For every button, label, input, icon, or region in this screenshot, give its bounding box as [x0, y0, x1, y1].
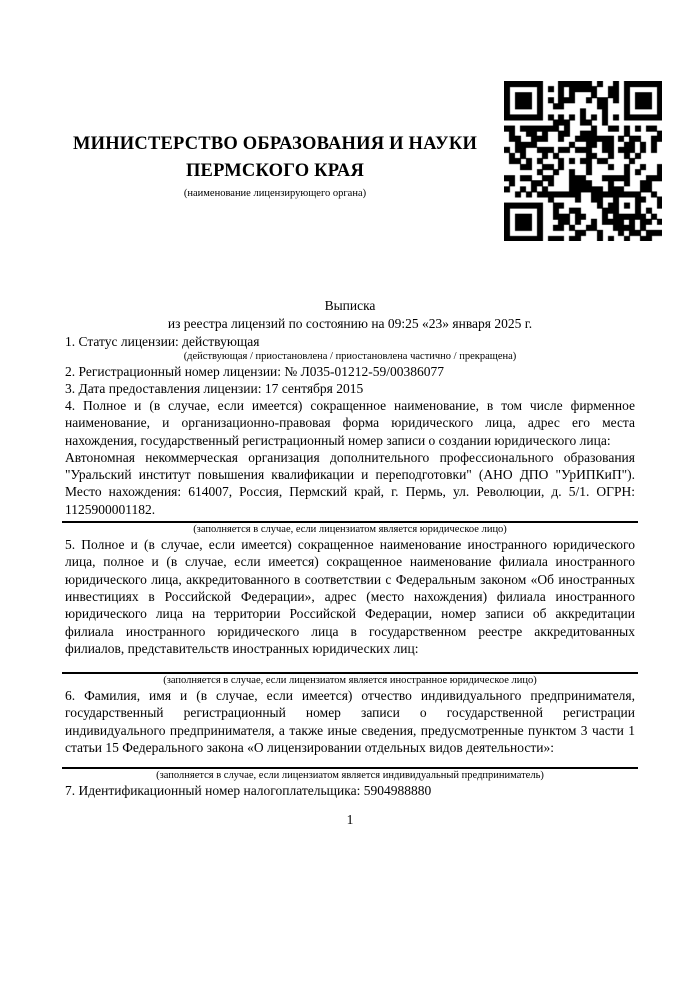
ministry-name-line1: МИНИСТЕРСТВО ОБРАЗОВАНИЯ И НАУКИ [72, 134, 478, 154]
document-title-line1: Выписка [324, 298, 376, 313]
item-1-license-status: 1. Статус лицензии: действующая [65, 334, 260, 349]
document-title [65, 297, 635, 333]
item-6-caption: (заполняется в случае, если лицензиатом является индивидуальный предприниматель) [156, 770, 544, 782]
item-4-legal-entity-label: 4. Полное и (в случае, если имеется) сокращенное наименование, в том числе фирменное наименование, и организационно-правовая форма юридического лица, адрес его места нахождения, государственный регистрационный номер записи о создании юридического лица: [65, 398, 635, 448]
ministry-name-line2: ПЕРМСКОГО КРАЯ [185, 160, 365, 181]
item-2-registration-number: 2. Регистрационный номер лицензии: № Л035-01212-59/00386077 [65, 364, 445, 379]
document-title-line2: из реестра лицензий по состоянию на 09:25 «23» января 2025 г. [167, 316, 533, 331]
licensing-authority-caption: (наименование лицензирующего органа) [183, 188, 367, 199]
item-5-foreign-entity-label: 5. Полное и (в случае, если имеется) сокращенное наименование иностранного юридического лица, полное и (в случае, если имеется) сокращенное наименование филиала иностранного юридического лица, аккредитованного в соответствии с Федеральным законом «Об иностранных инвестициях в Российской Федерации», адрес (место нахождения) филиала иностранного юридического лица на территории Российской Федерации, номер записи об аккредитации филиала иностранного юридического лица в государственном реестре аккредитованных филиалов, представительств иностранных юридических лиц: [65, 537, 635, 656]
item-5-caption: (заполняется в случае, если лицензиатом является иностранное юридическое лицо) [163, 675, 537, 687]
page-number: 1 [346, 812, 354, 828]
item-1-status-options-caption: (действующая / приостановлена / приостановлена частично / прекращена) [183, 351, 517, 362]
item-7-taxpayer-id: 7. Идентификационный номер налогоплательщика: 5904988880 [65, 783, 432, 799]
item-3-license-grant-date: 3. Дата предоставления лицензии: 17 сентября 2015 [65, 381, 364, 396]
item-6-individual-entrepreneur-label: 6. Фамилия, имя и (в случае, если имеется) отчество индивидуального предпринимателя, государственный регистрационный номер записи о государственной регистрации индивидуального предпринимателя, а также иные сведения, предусмотренные пунктом 3 части 1 статьи 15 Федерального закона «О лицензировании отдельных видов деятельности»: [65, 688, 635, 756]
item-4-caption: (заполняется в случае, если лицензиатом является юридическое лицо) [193, 524, 507, 536]
document-body [65, 0, 635, 828]
item-4-legal-entity-value: Автономная некоммерческая организация дополнительного профессионального образования "Уральский институт повышения квалификации и переподготовки" (АНО ДПО "УрИПКиП"). Место нахождения: 614007, Россия, Пермский край, г. Пермь, ул. Революции, д. 5/1. ОГРН: 1125900001182. [65, 449, 635, 517]
